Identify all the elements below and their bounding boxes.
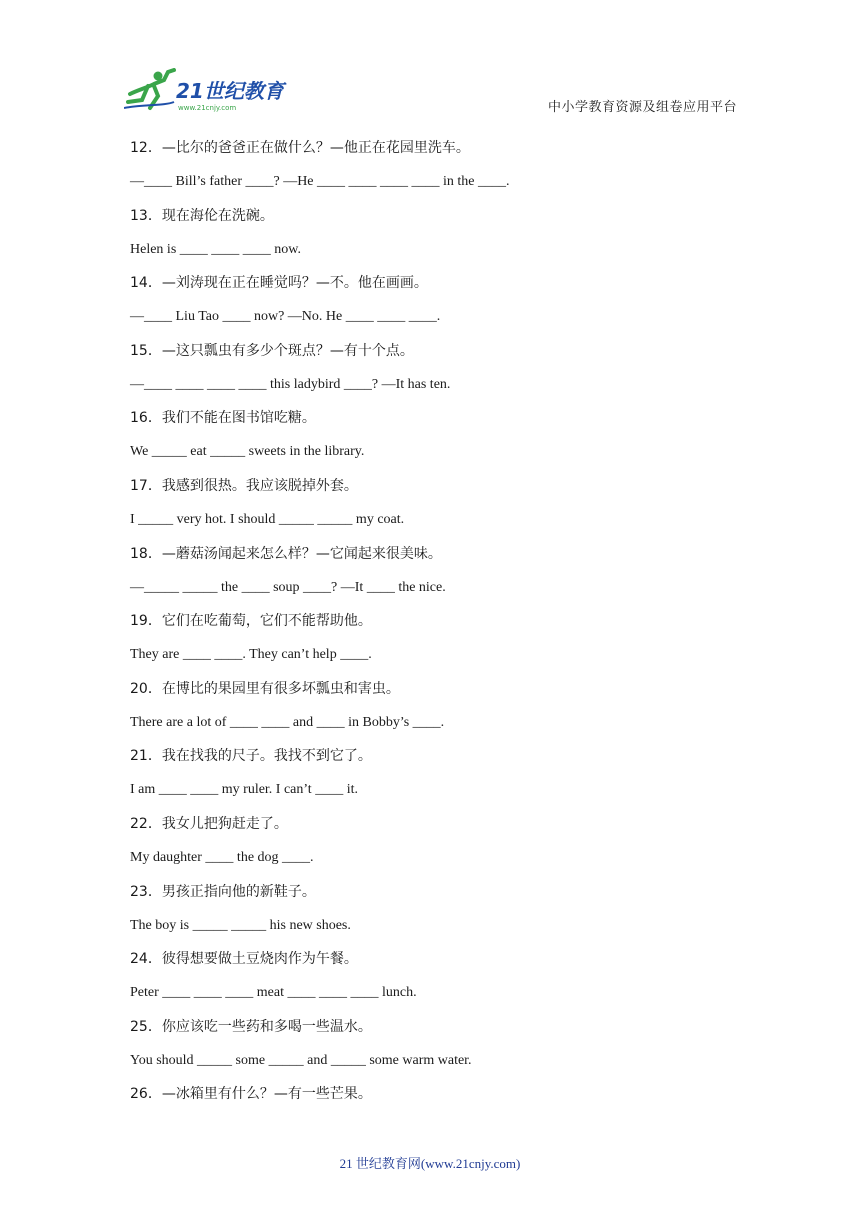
question-item xyxy=(130,341,750,409)
question-english-blank xyxy=(130,1118,750,1152)
question-chinese: 19．它们在吃葡萄，它们不能帮助他。 xyxy=(130,613,372,630)
question-item xyxy=(130,679,750,747)
question-item xyxy=(130,273,750,341)
svg-text:www.21cnjy.com: www.21cnjy.com xyxy=(178,104,237,112)
question-english-blank: We _____ eat _____ sweets in the library. xyxy=(130,444,365,460)
question-item xyxy=(130,1084,750,1152)
question-item xyxy=(130,949,750,1017)
question-item xyxy=(130,206,750,274)
question-chinese: 18．—蘑菇汤闻起来怎么样？—它闻起来很美味。 xyxy=(130,545,442,562)
page-header xyxy=(0,0,860,125)
header-platform-text: 中小学教育资源及组卷应用平台 xyxy=(548,100,738,115)
page-footer: 21 世纪教育网(www.21cnjy.com) xyxy=(339,1156,521,1171)
question-list xyxy=(130,138,750,1152)
question-english-blank: You should _____ some _____ and _____ some warm water. xyxy=(130,1052,472,1068)
question-chinese: 16．我们不能在图书馆吃糖。 xyxy=(130,410,316,427)
question-item xyxy=(130,408,750,476)
question-english-blank: I _____ very hot. I should _____ _____ my coat. xyxy=(130,511,405,527)
question-chinese: 23．男孩正指向他的新鞋子。 xyxy=(130,883,316,900)
question-english-blank: The boy is _____ _____ his new shoes. xyxy=(130,917,351,933)
site-logo xyxy=(124,68,294,116)
question-item xyxy=(130,611,750,679)
question-english-blank: They are ____ ____. They can’t help ____. xyxy=(130,647,372,663)
question-chinese: 13．现在海伦在洗碗。 xyxy=(130,207,274,224)
question-chinese: 25．你应该吃一些药和多喝一些温水。 xyxy=(130,1018,372,1035)
question-chinese: 24．彼得想要做土豆烧肉作为午餐。 xyxy=(130,951,358,968)
question-item xyxy=(130,544,750,612)
question-english-blank: —____ Liu Tao ____ now? —No. He ____ ____ ____. xyxy=(130,309,441,325)
question-item xyxy=(130,1017,750,1085)
question-chinese: 17．我感到很热。我应该脱掉外套。 xyxy=(130,477,358,494)
question-english-blank: I am ____ ____ my ruler. I can’t ____ it. xyxy=(130,782,358,798)
question-chinese: 14．—刘涛现在正在睡觉吗？—不。他在画画。 xyxy=(130,275,428,292)
question-english-blank: —____ ____ ____ ____ this ladybird ____? —It has ten. xyxy=(130,376,451,392)
question-english-blank: —_____ _____ the ____ soup ____? —It ____ the nice. xyxy=(130,579,446,595)
question-item xyxy=(130,814,750,882)
question-chinese: 22．我女儿把狗赶走了。 xyxy=(130,815,288,832)
question-chinese: 15．—这只瓢虫有多少个斑点？—有十个点。 xyxy=(130,342,414,359)
question-english-blank: My daughter ____ the dog ____. xyxy=(130,849,314,865)
logo-graphic xyxy=(124,68,294,116)
question-english-blank: There are a lot of ____ ____ and ____ in Bobby’s ____. xyxy=(130,714,445,730)
question-english-blank: —____ Bill’s father ____? —He ____ ____ ____ ____ in the ____. xyxy=(130,174,510,189)
question-chinese: 21．我在找我的尺子。我找不到它了。 xyxy=(130,748,372,765)
question-chinese: 12．—比尔的爸爸正在做什么？—他正在花园里洗车。 xyxy=(130,140,470,156)
question-chinese: 20．在博比的果园里有很多坏瓢虫和害虫。 xyxy=(130,680,400,697)
question-item xyxy=(130,138,750,206)
svg-text:21世纪教育: 21世纪教育 xyxy=(176,79,284,103)
question-english-blank: Peter ____ ____ ____ meat ____ ____ ____ lunch. xyxy=(130,985,417,1001)
question-english-blank: Helen is ____ ____ ____ now. xyxy=(130,241,301,257)
question-item xyxy=(130,882,750,950)
question-item xyxy=(130,746,750,814)
question-chinese: 26．—冰箱里有什么？—有一些芒果。 xyxy=(130,1086,372,1103)
question-item xyxy=(130,476,750,544)
